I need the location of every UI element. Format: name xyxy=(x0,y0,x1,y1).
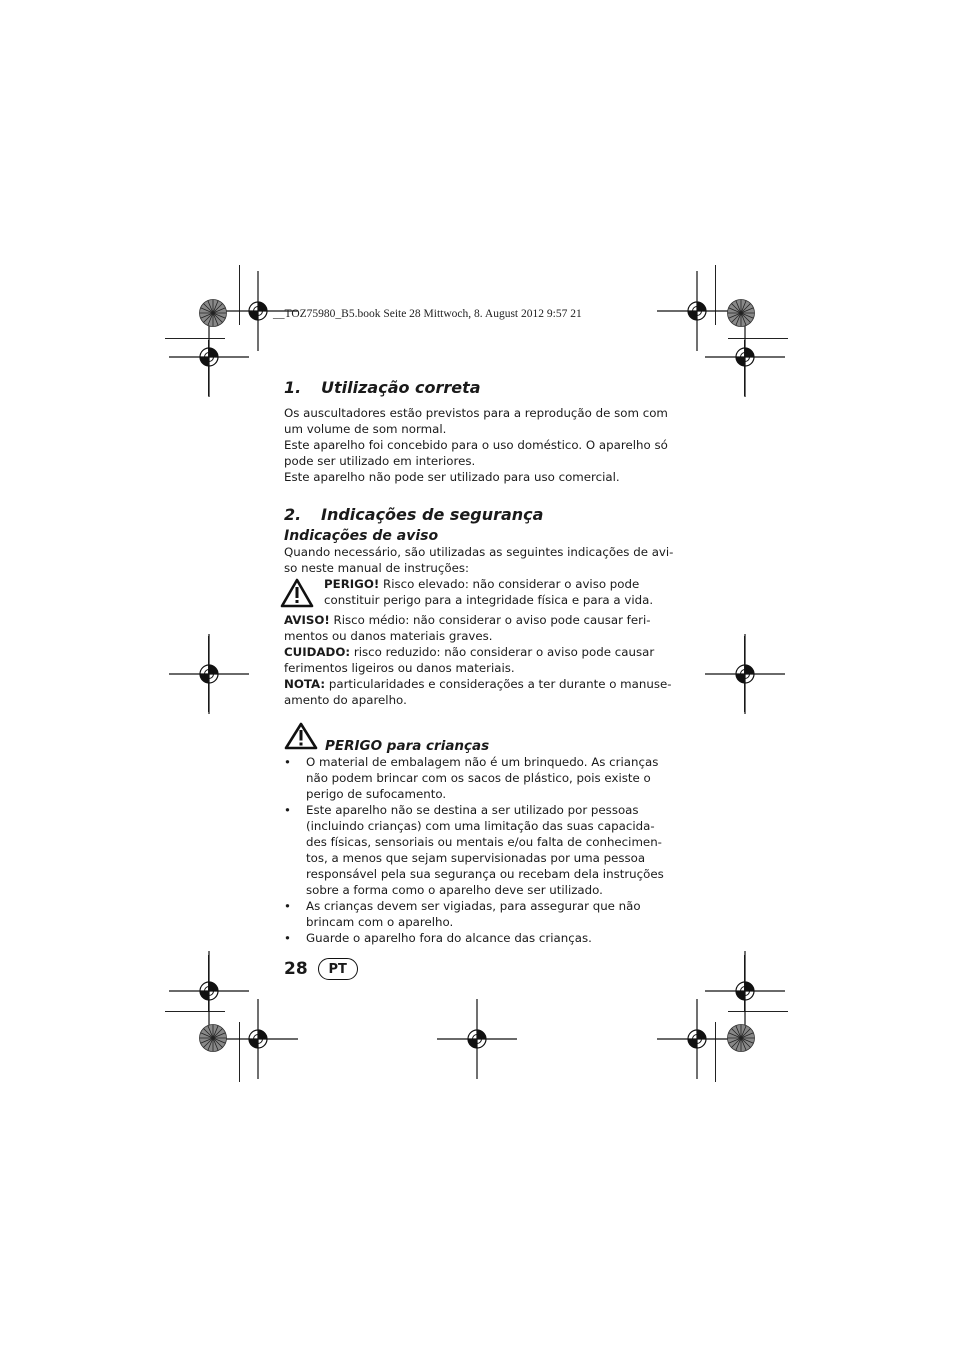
warning-line: constituir perigo para a integridade física e para a vida. xyxy=(324,593,654,607)
starburst-target-icon xyxy=(198,1023,228,1053)
registration-mark-icon xyxy=(705,317,785,397)
warning-triangle-icon xyxy=(284,722,325,754)
starburst-target-icon xyxy=(198,298,228,328)
paragraph-line: Os auscultadores estão previstos para a reprodução de som com xyxy=(284,406,668,420)
paragraph-line: so neste manual de instruções: xyxy=(284,561,469,575)
list-item-line: As crianças devem ser vigiadas, para assegurar que não xyxy=(306,899,641,913)
paragraph-line: Este aparelho não pode ser utilizado para uso comercial. xyxy=(284,470,620,484)
subsection-heading: PERIGO para crianças xyxy=(325,738,490,754)
section-title: Indicações de segurança xyxy=(321,505,544,524)
list-item-line: Guarde o aparelho fora do alcance das crianças. xyxy=(306,931,592,945)
warning-triangle-icon xyxy=(280,576,324,612)
section-number: 1. xyxy=(284,378,302,397)
page-content xyxy=(284,378,674,946)
list-item-line: não podem brincar com os sacos de plástico, pois existe o xyxy=(306,771,651,785)
registration-mark-icon xyxy=(169,634,249,714)
page-number: 28 xyxy=(284,959,308,979)
paragraph-line: Quando necessário, são utilizadas as seguintes indicações de avi- xyxy=(284,545,674,559)
nota-label: NOTA: xyxy=(284,677,326,691)
section-title: Utilização correta xyxy=(321,378,481,397)
list-item xyxy=(284,898,656,930)
language-badge: PT xyxy=(318,958,358,980)
paragraph-line: Este aparelho foi concebido para o uso doméstico. O aparelho só xyxy=(284,438,668,452)
registration-mark-icon xyxy=(169,317,249,397)
bullet-dot: • xyxy=(284,931,291,945)
warning-text: risco reduzido: não considerar o aviso pode causar xyxy=(350,645,655,659)
warning-text: Risco médio: não considerar o aviso pode causar feri- xyxy=(329,613,651,627)
starburst-target-icon xyxy=(726,1023,756,1053)
paragraph-line: pode ser utilizado em interiores. xyxy=(284,454,476,468)
list-item-line: brincam com o aparelho. xyxy=(306,915,454,929)
registration-mark-icon xyxy=(218,999,298,1079)
warning-line xyxy=(284,676,672,692)
list-item xyxy=(284,754,659,802)
bullet-dot: • xyxy=(284,899,291,913)
subsection-heading: Indicações de aviso xyxy=(284,528,439,544)
warning-text: particularidades e considerações a ter durante o manuse- xyxy=(325,677,672,691)
warning-line xyxy=(324,576,653,592)
registration-mark-icon xyxy=(437,999,517,1079)
section-heading-1 xyxy=(284,378,656,397)
list-item xyxy=(284,930,656,946)
list-item-line: responsável pela sua segurança ou recebam dela instruções xyxy=(306,867,664,881)
list-item-line: Este aparelho não se destina a ser utilizado por pessoas xyxy=(306,803,639,817)
section-number: 2. xyxy=(284,505,302,524)
registration-mark-icon xyxy=(705,634,785,714)
cuidado-label: CUIDADO: xyxy=(284,645,351,659)
perigo-warning xyxy=(284,576,656,612)
list-item xyxy=(284,802,664,898)
warning-line: amento do aparelho. xyxy=(284,693,407,707)
page-footer xyxy=(284,958,358,980)
bullet-dot: • xyxy=(284,803,291,817)
list-item-line: (incluindo crianças) com uma limitação das suas capacida- xyxy=(306,819,655,833)
aviso-label: AVISO! xyxy=(284,613,330,627)
registration-mark-icon xyxy=(657,999,737,1079)
bullet-list xyxy=(284,754,664,946)
children-danger-heading xyxy=(284,722,656,754)
warning-line xyxy=(284,644,656,660)
print-slug: __TOZ75980_B5.book Seite 28 Mittwoch, 8. August 2012 9:57 21 xyxy=(273,308,582,320)
warning-line: ferimentos ligeiros ou danos materiais. xyxy=(284,661,515,675)
list-item-line: tos, a menos que sejam supervisionadas por uma pessoa xyxy=(306,851,646,865)
starburst-target-icon xyxy=(726,298,756,328)
warning-line xyxy=(284,612,656,628)
list-item-line: O material de embalagem não é um brinquedo. As crianças xyxy=(306,755,659,769)
section-heading-2 xyxy=(284,505,656,524)
list-item-line: sobre a forma como o aparelho deve ser utilizado. xyxy=(306,883,603,897)
list-item-line: perigo de sufocamento. xyxy=(306,787,447,801)
paragraph-line: um volume de som normal. xyxy=(284,422,447,436)
list-item-line: des físicas, sensoriais ou mentais e/ou falta de conhecimen- xyxy=(306,835,662,849)
warning-line: mentos ou danos materiais graves. xyxy=(284,629,493,643)
bullet-dot: • xyxy=(284,755,291,769)
perigo-label: PERIGO! xyxy=(324,577,380,591)
warning-text: Risco elevado: não considerar o aviso pode xyxy=(379,577,640,591)
